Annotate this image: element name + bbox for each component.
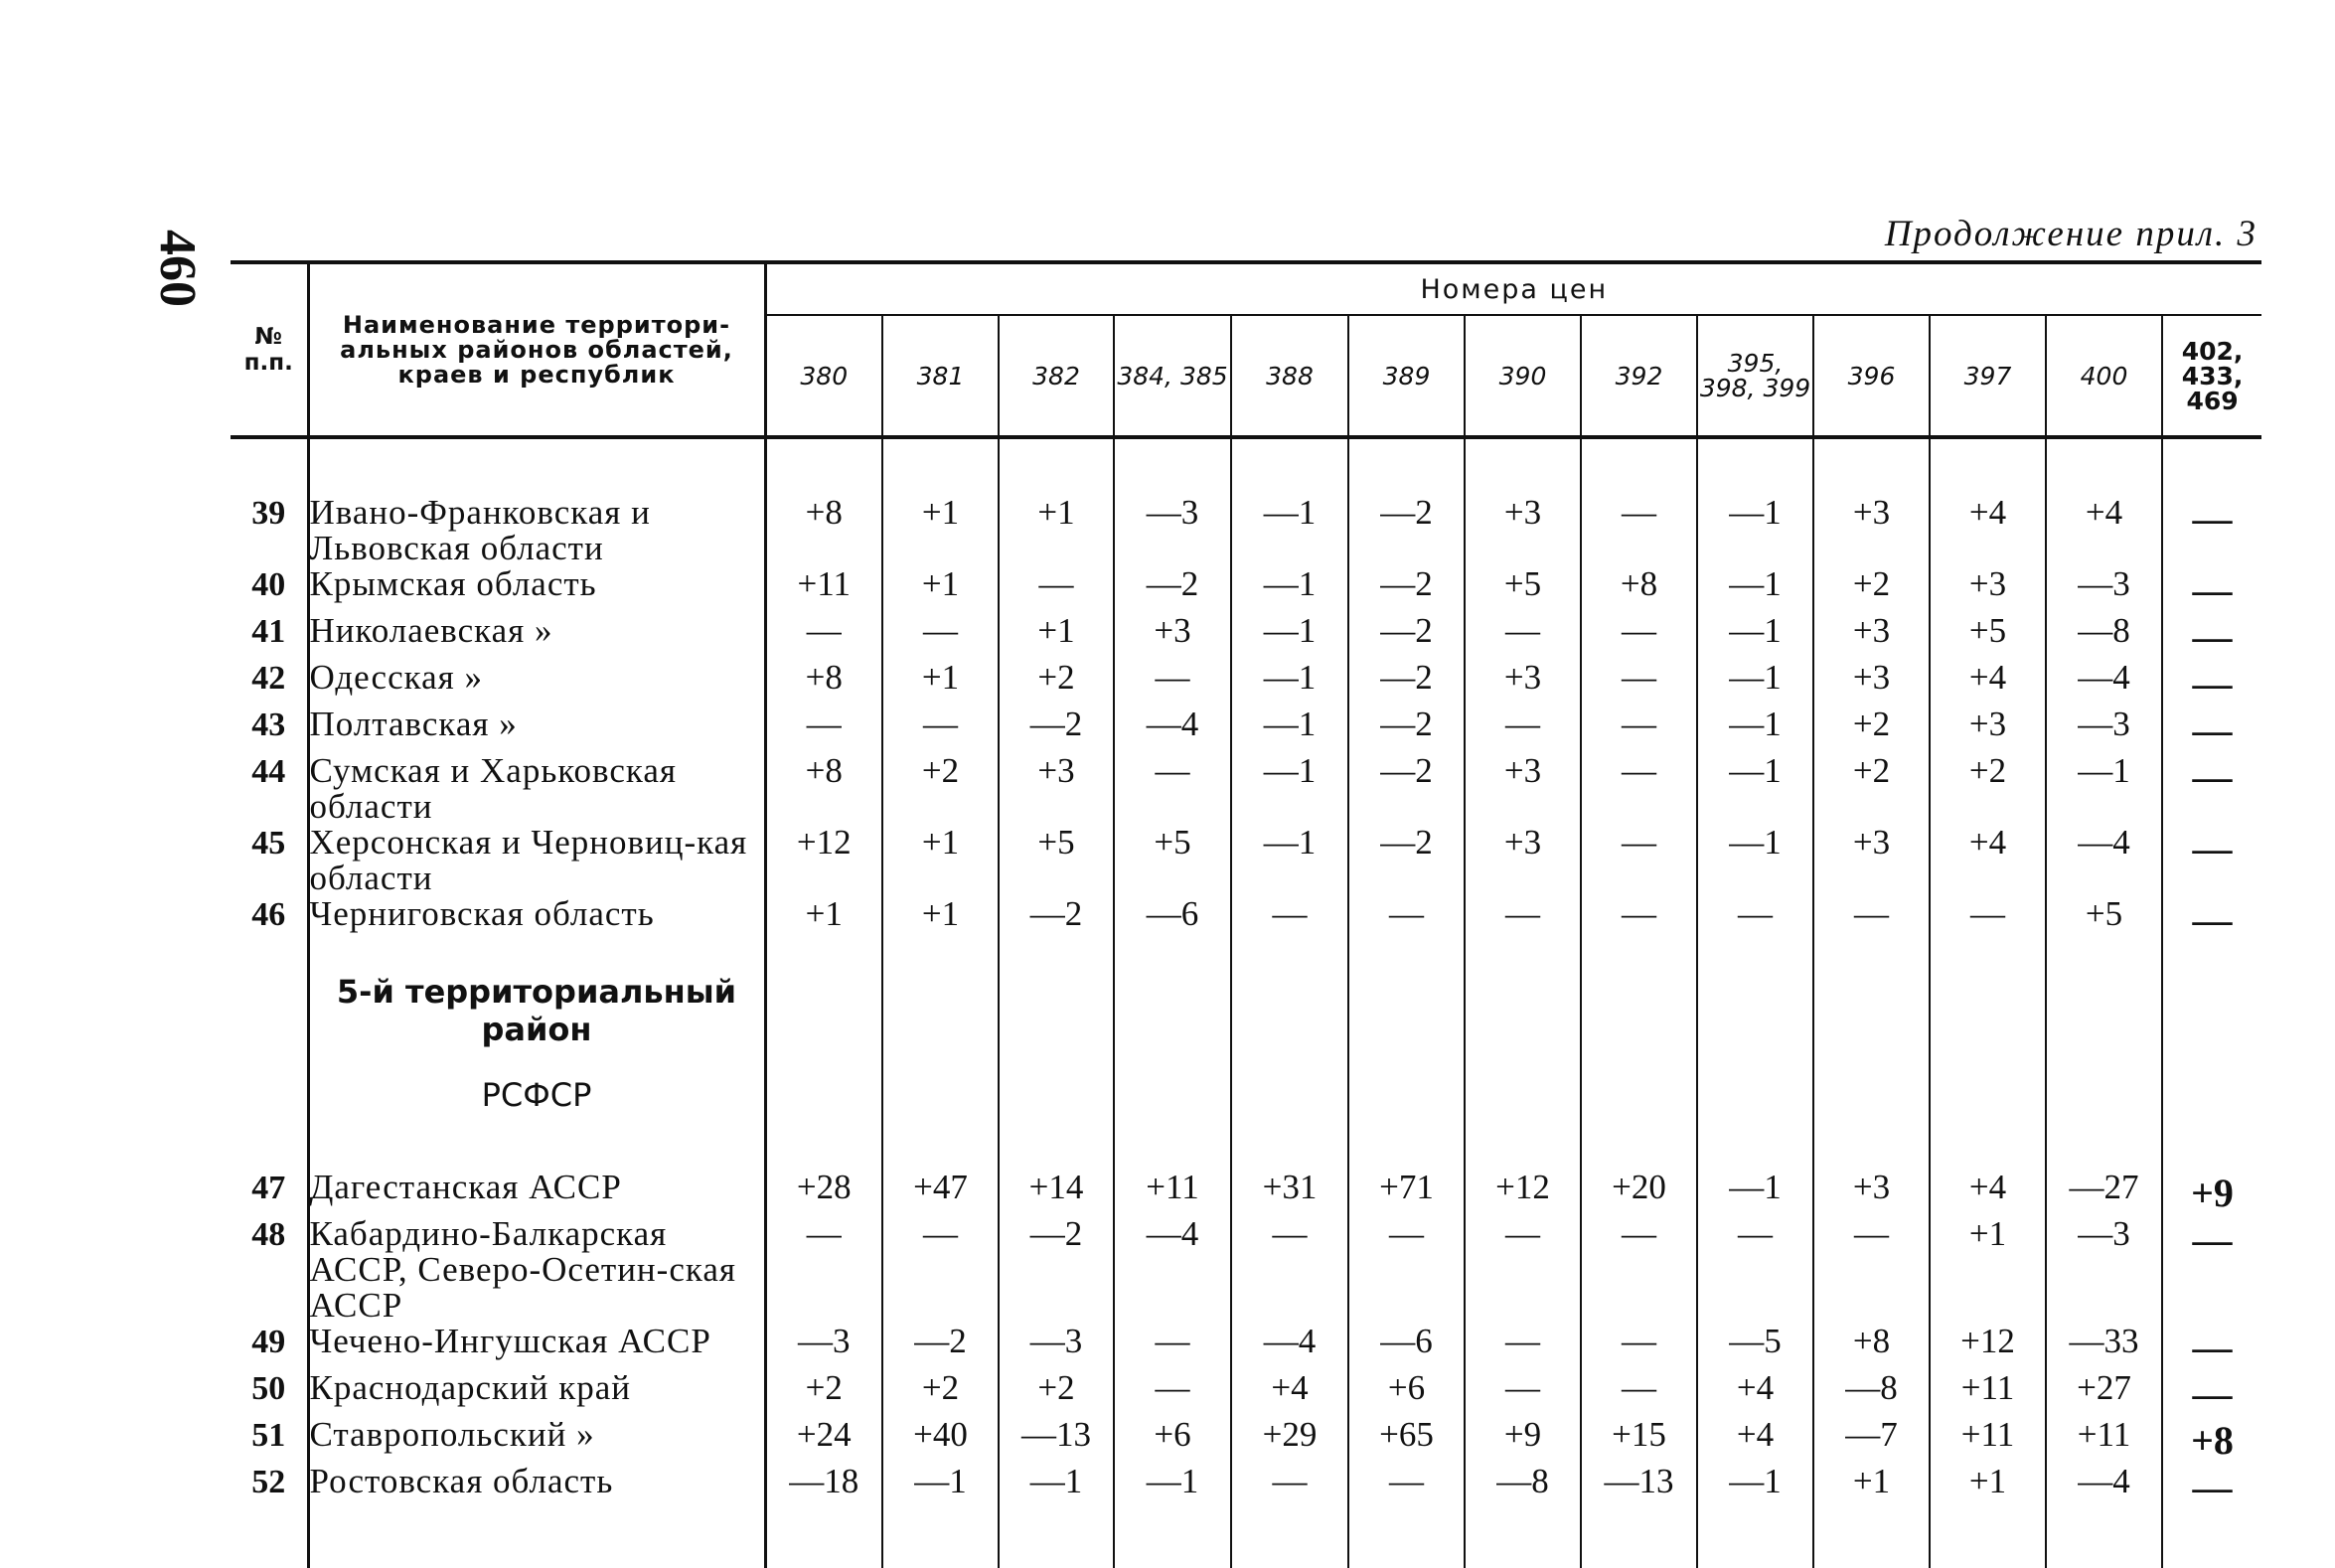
price-adjustment: —1	[1231, 566, 1348, 613]
row-number: 39	[251, 495, 286, 532]
price-adjustment: —2	[1348, 706, 1465, 753]
price-adjustment: —4	[1231, 1324, 1348, 1370]
price-adjustment: —27	[2046, 1170, 2162, 1216]
price-adjustment: +2	[882, 753, 999, 825]
price-adjustment: —	[2162, 896, 2261, 943]
price-adjustment: +3	[1813, 1170, 1930, 1216]
price-adjustment: +3	[999, 753, 1114, 825]
price-adjustment: —8	[1813, 1370, 1930, 1417]
price-adjustment: +4	[2046, 495, 2162, 566]
table-row	[231, 1216, 2261, 1324]
region-name: Херсонская и Черновиц-кая области	[308, 825, 765, 896]
price-adjustment: —	[1114, 660, 1231, 706]
price-adjustment: +2	[1930, 753, 2046, 825]
price-adjustment: —	[1465, 1324, 1581, 1370]
price-adjustment: —2	[882, 1324, 999, 1370]
row-number: 42	[251, 660, 286, 697]
region-name: Одесская »	[308, 660, 765, 706]
price-adjustment: —	[2162, 495, 2261, 566]
row-number: 46	[251, 896, 286, 933]
section-block	[231, 943, 2261, 1170]
price-adjustment: +4	[1231, 1370, 1348, 1417]
price-adjustment: +8	[1581, 566, 1697, 613]
price-adjustment: +3	[1813, 825, 1930, 896]
price-adjustment: —1	[999, 1464, 1114, 1510]
price-adjustment: —1	[1231, 753, 1348, 825]
price-adjustment: +1	[1930, 1216, 2046, 1324]
price-adjustment: —	[1348, 1216, 1465, 1324]
price-adjustment: +5	[1114, 825, 1231, 896]
price-adjustment: —	[2162, 1464, 2261, 1510]
table-body-rsfsr	[231, 1170, 2261, 1568]
header-region-name: Наименование территори-альных районов областей, краев и республик	[308, 262, 765, 437]
region-name: Черниговская область	[308, 896, 765, 943]
price-adjustment: —4	[2046, 825, 2162, 896]
price-adjustment: +8	[2162, 1417, 2261, 1464]
price-adjustment: +3	[1813, 613, 1930, 660]
price-adjustment: —	[1581, 706, 1697, 753]
price-adjustment: +6	[1114, 1417, 1231, 1464]
table-row	[231, 495, 2261, 566]
price-adjustment: +29	[1231, 1417, 1348, 1464]
price-adjustment: +12	[765, 825, 882, 896]
price-adjustment: —4	[2046, 1464, 2162, 1510]
price-adjustment: —	[1231, 896, 1348, 943]
price-adjustment: +11	[1114, 1170, 1231, 1216]
price-adjustment: —	[1465, 706, 1581, 753]
price-adjustment: —	[882, 1216, 999, 1324]
header-price-col: 392	[1581, 315, 1697, 437]
price-adjustment: —1	[2046, 753, 2162, 825]
price-adjustment: —1	[1697, 825, 1813, 896]
price-adjustment: —	[1581, 613, 1697, 660]
price-adjustment: —	[1114, 1324, 1231, 1370]
header-price-col: 384, 385	[1114, 315, 1231, 437]
price-adjustment: —	[1114, 753, 1231, 825]
price-adjustment: +1	[999, 613, 1114, 660]
price-adjustment: +2	[882, 1370, 999, 1417]
price-adjustment: —4	[1114, 1216, 1231, 1324]
section-subtitle: РСФСР	[481, 1076, 592, 1114]
price-adjustment: +6	[1348, 1370, 1465, 1417]
row-number: 48	[251, 1216, 286, 1253]
price-adjustment: —	[1813, 896, 1930, 943]
price-adjustment: —1	[1697, 706, 1813, 753]
price-adjustment: +12	[1465, 1170, 1581, 1216]
price-adjustment: +1	[1813, 1464, 1930, 1510]
price-adjustment: +1	[882, 495, 999, 566]
price-adjustment: —	[2162, 825, 2261, 896]
price-adjustment: —	[2162, 706, 2261, 753]
price-adjustment: —6	[1114, 896, 1231, 943]
price-adjustment: —	[1465, 613, 1581, 660]
price-adjustment: —1	[1231, 825, 1348, 896]
table-row	[231, 706, 2261, 753]
price-adjustment: —8	[1465, 1464, 1581, 1510]
price-adjustment: +4	[1697, 1417, 1813, 1464]
price-adjustment: —	[1348, 1464, 1465, 1510]
price-adjustment: +5	[1465, 566, 1581, 613]
price-adjustment: —	[1231, 1216, 1348, 1324]
price-adjustment: +71	[1348, 1170, 1465, 1216]
price-adjustment: —2	[1348, 495, 1465, 566]
price-adjustment: +3	[1465, 660, 1581, 706]
price-adjustment: +11	[2046, 1417, 2162, 1464]
price-adjustment: —13	[1581, 1464, 1697, 1510]
continuation-caption: Продолжение прил. 3	[1884, 214, 2257, 254]
region-name: Кабардино-Балкарская АССР, Северо-Осетин-ская АССР	[308, 1216, 765, 1324]
price-adjustment: +28	[765, 1170, 882, 1216]
price-adjustment: +1	[882, 825, 999, 896]
price-adjustment: +1	[882, 896, 999, 943]
price-adjustment: —1	[1697, 495, 1813, 566]
price-adjustment: —	[765, 613, 882, 660]
price-adjustment: —	[1581, 1216, 1697, 1324]
table-row	[231, 1370, 2261, 1417]
price-adjustment: +11	[1930, 1370, 2046, 1417]
price-adjustment: +1	[765, 896, 882, 943]
price-adjustment: —	[2162, 613, 2261, 660]
table-row	[231, 753, 2261, 825]
row-number: 52	[251, 1464, 286, 1500]
price-adjustment: +20	[1581, 1170, 1697, 1216]
price-adjustment: +2	[765, 1370, 882, 1417]
price-adjustment: +9	[2162, 1170, 2261, 1216]
price-adjustment: —8	[2046, 613, 2162, 660]
price-adjustment: —2	[1348, 753, 1465, 825]
price-adjustment: —1	[1231, 706, 1348, 753]
price-adjustment: —1	[882, 1464, 999, 1510]
price-adjustment: +3	[1114, 613, 1231, 660]
price-adjustment: —3	[2046, 566, 2162, 613]
price-adjustment: +11	[765, 566, 882, 613]
price-adjustment: +9	[1465, 1417, 1581, 1464]
price-adjustment: —4	[2046, 660, 2162, 706]
price-adjustment: +8	[1813, 1324, 1930, 1370]
price-adjustment: +4	[1930, 825, 2046, 896]
price-adjustment: —	[2162, 566, 2261, 613]
price-adjustment: —1	[1697, 753, 1813, 825]
price-adjustment: —1	[1697, 1170, 1813, 1216]
table-row	[231, 566, 2261, 613]
row-number: 50	[251, 1370, 286, 1407]
price-adjustment: —	[765, 706, 882, 753]
price-adjustment: —1	[1697, 660, 1813, 706]
row-number: 44	[251, 753, 286, 790]
region-name: Крымская область	[308, 566, 765, 613]
page-number: 460	[149, 230, 206, 307]
row-number: 40	[251, 566, 286, 603]
price-adjustment: +2	[1813, 753, 1930, 825]
table-header	[231, 262, 2261, 437]
price-adjustment: —	[1348, 896, 1465, 943]
price-adjustment: +3	[1930, 706, 2046, 753]
price-adjustment: —3	[2046, 1216, 2162, 1324]
header-price-col: 388	[1231, 315, 1348, 437]
price-adjustment: +3	[1930, 566, 2046, 613]
region-name: Полтавская »	[308, 706, 765, 753]
price-adjustment: —	[2162, 753, 2261, 825]
region-name: Краснодарский край	[308, 1370, 765, 1417]
table-body-ukraine	[231, 437, 2261, 943]
price-adjustment: —1	[1231, 660, 1348, 706]
price-adjustment: —2	[1114, 566, 1231, 613]
region-name: Дагестанская АССР	[308, 1170, 765, 1216]
price-adjustment: —1	[1697, 1464, 1813, 1510]
price-adjustment: +24	[765, 1417, 882, 1464]
price-adjustment: —1	[1114, 1464, 1231, 1510]
table-row	[231, 660, 2261, 706]
table-row	[231, 1464, 2261, 1510]
price-adjustment: —2	[999, 706, 1114, 753]
table-row	[231, 1324, 2261, 1370]
price-adjustment: —	[1697, 1216, 1813, 1324]
region-name: Чечено-Ингушская АССР	[308, 1324, 765, 1370]
price-adjustment: +2	[999, 1370, 1114, 1417]
price-adjustment: +8	[765, 660, 882, 706]
price-adjustment: —3	[999, 1324, 1114, 1370]
price-adjustment: +1	[882, 566, 999, 613]
price-adjustment: —6	[1348, 1324, 1465, 1370]
price-adjustment: —	[1581, 825, 1697, 896]
price-adjustment: +5	[1930, 613, 2046, 660]
price-adjustment: —	[1465, 1370, 1581, 1417]
table-row	[231, 613, 2261, 660]
header-number: № п.п.	[231, 262, 308, 437]
price-adjustment: —	[765, 1216, 882, 1324]
price-adjustment: +3	[1465, 495, 1581, 566]
row-number: 49	[251, 1324, 286, 1360]
section-title: 5-й территориальный район	[336, 973, 737, 1048]
price-adjustment: —1	[1697, 566, 1813, 613]
price-adjustment: —1	[1231, 613, 1348, 660]
price-adjustment: —2	[999, 896, 1114, 943]
header-price-col: 396	[1813, 315, 1930, 437]
price-adjustment: —18	[765, 1464, 882, 1510]
price-adjustment: +5	[2046, 896, 2162, 943]
price-adjustment: +2	[999, 660, 1114, 706]
region-name: Ставропольский »	[308, 1417, 765, 1464]
price-adjustment: +4	[1697, 1370, 1813, 1417]
header-price-numbers: Номера цен	[765, 262, 2261, 315]
price-adjustment: +31	[1231, 1170, 1348, 1216]
region-name: Ростовская область	[308, 1464, 765, 1510]
price-adjustment: —	[1581, 1324, 1697, 1370]
table-row	[231, 1170, 2261, 1216]
price-adjustment: +40	[882, 1417, 999, 1464]
price-adjustment: +1	[1930, 1464, 2046, 1510]
price-adjustment: —33	[2046, 1324, 2162, 1370]
header-price-col: 402, 433, 469	[2162, 315, 2261, 437]
price-adjustment: +3	[1813, 495, 1930, 566]
table-row	[231, 825, 2261, 896]
price-adjustment: +2	[1813, 566, 1930, 613]
header-price-col: 390	[1465, 315, 1581, 437]
price-adjustment: —	[882, 613, 999, 660]
price-adjustment: +8	[765, 495, 882, 566]
price-adjustment: —	[1697, 896, 1813, 943]
row-number: 51	[251, 1417, 286, 1454]
price-adjustment: —	[2162, 660, 2261, 706]
price-adjustment: —	[2162, 1324, 2261, 1370]
price-adjustment: —	[1581, 753, 1697, 825]
price-adjustment: —3	[2046, 706, 2162, 753]
table-row	[231, 896, 2261, 943]
price-adjustment: —4	[1114, 706, 1231, 753]
price-adjustment: +2	[1813, 706, 1930, 753]
price-adjustment: —3	[765, 1324, 882, 1370]
row-number: 45	[251, 825, 286, 862]
price-adjustment: —2	[1348, 613, 1465, 660]
price-adjustment: —5	[1697, 1324, 1813, 1370]
header-price-col: 381	[882, 315, 999, 437]
price-adjustment: —3	[1114, 495, 1231, 566]
price-adjustment: +27	[2046, 1370, 2162, 1417]
price-adjustment: +14	[999, 1170, 1114, 1216]
price-adjustment: +1	[999, 495, 1114, 566]
price-adjustment: —	[1930, 896, 2046, 943]
region-name: Ивано-Франковская и Львовская области	[308, 495, 765, 566]
price-adjustment: +65	[1348, 1417, 1465, 1464]
price-adjustment: —	[2162, 1216, 2261, 1324]
region-name: Сумская и Харьковская области	[308, 753, 765, 825]
price-adjustment: +4	[1930, 660, 2046, 706]
price-adjustment: —2	[1348, 566, 1465, 613]
price-adjustment: +3	[1465, 753, 1581, 825]
price-adjustment: —	[1581, 1370, 1697, 1417]
row-number: 47	[251, 1170, 286, 1206]
price-adjustment: +8	[765, 753, 882, 825]
price-adjustment: +5	[999, 825, 1114, 896]
price-adjustment: +12	[1930, 1324, 2046, 1370]
price-adjustment: +3	[1813, 660, 1930, 706]
price-adjustment: —2	[1348, 825, 1465, 896]
header-price-col: 397	[1930, 315, 2046, 437]
price-table	[231, 260, 2261, 1568]
price-adjustment: —13	[999, 1417, 1114, 1464]
price-adjustment: +11	[1930, 1417, 2046, 1464]
header-price-col: 400	[2046, 315, 2162, 437]
price-adjustment: —	[1581, 660, 1697, 706]
price-adjustment: +3	[1465, 825, 1581, 896]
header-price-col: 389	[1348, 315, 1465, 437]
price-adjustment: —7	[1813, 1417, 1930, 1464]
price-adjustment: —	[1813, 1216, 1930, 1324]
price-adjustment: —1	[1231, 495, 1348, 566]
row-number: 43	[251, 706, 286, 743]
header-price-col: 382	[999, 315, 1114, 437]
price-adjustment: —	[999, 566, 1114, 613]
price-adjustment: —2	[999, 1216, 1114, 1324]
price-adjustment: —	[1465, 896, 1581, 943]
row-number: 41	[251, 613, 286, 650]
price-adjustment: +15	[1581, 1417, 1697, 1464]
price-adjustment: —2	[1348, 660, 1465, 706]
price-adjustment: —	[2162, 1370, 2261, 1417]
price-adjustment: —	[1581, 896, 1697, 943]
price-adjustment: —	[1581, 495, 1697, 566]
table-row	[231, 1417, 2261, 1464]
price-adjustment: —	[1231, 1464, 1348, 1510]
price-adjustment: —	[882, 706, 999, 753]
header-price-col: 395, 398, 399	[1697, 315, 1813, 437]
price-adjustment: +4	[1930, 1170, 2046, 1216]
price-adjustment: +47	[882, 1170, 999, 1216]
price-adjustment: —1	[1697, 613, 1813, 660]
price-adjustment: +4	[1930, 495, 2046, 566]
price-adjustment: +1	[882, 660, 999, 706]
price-adjustment: —	[1114, 1370, 1231, 1417]
region-name: Николаевская »	[308, 613, 765, 660]
header-price-col: 380	[765, 315, 882, 437]
price-adjustment: —	[1465, 1216, 1581, 1324]
